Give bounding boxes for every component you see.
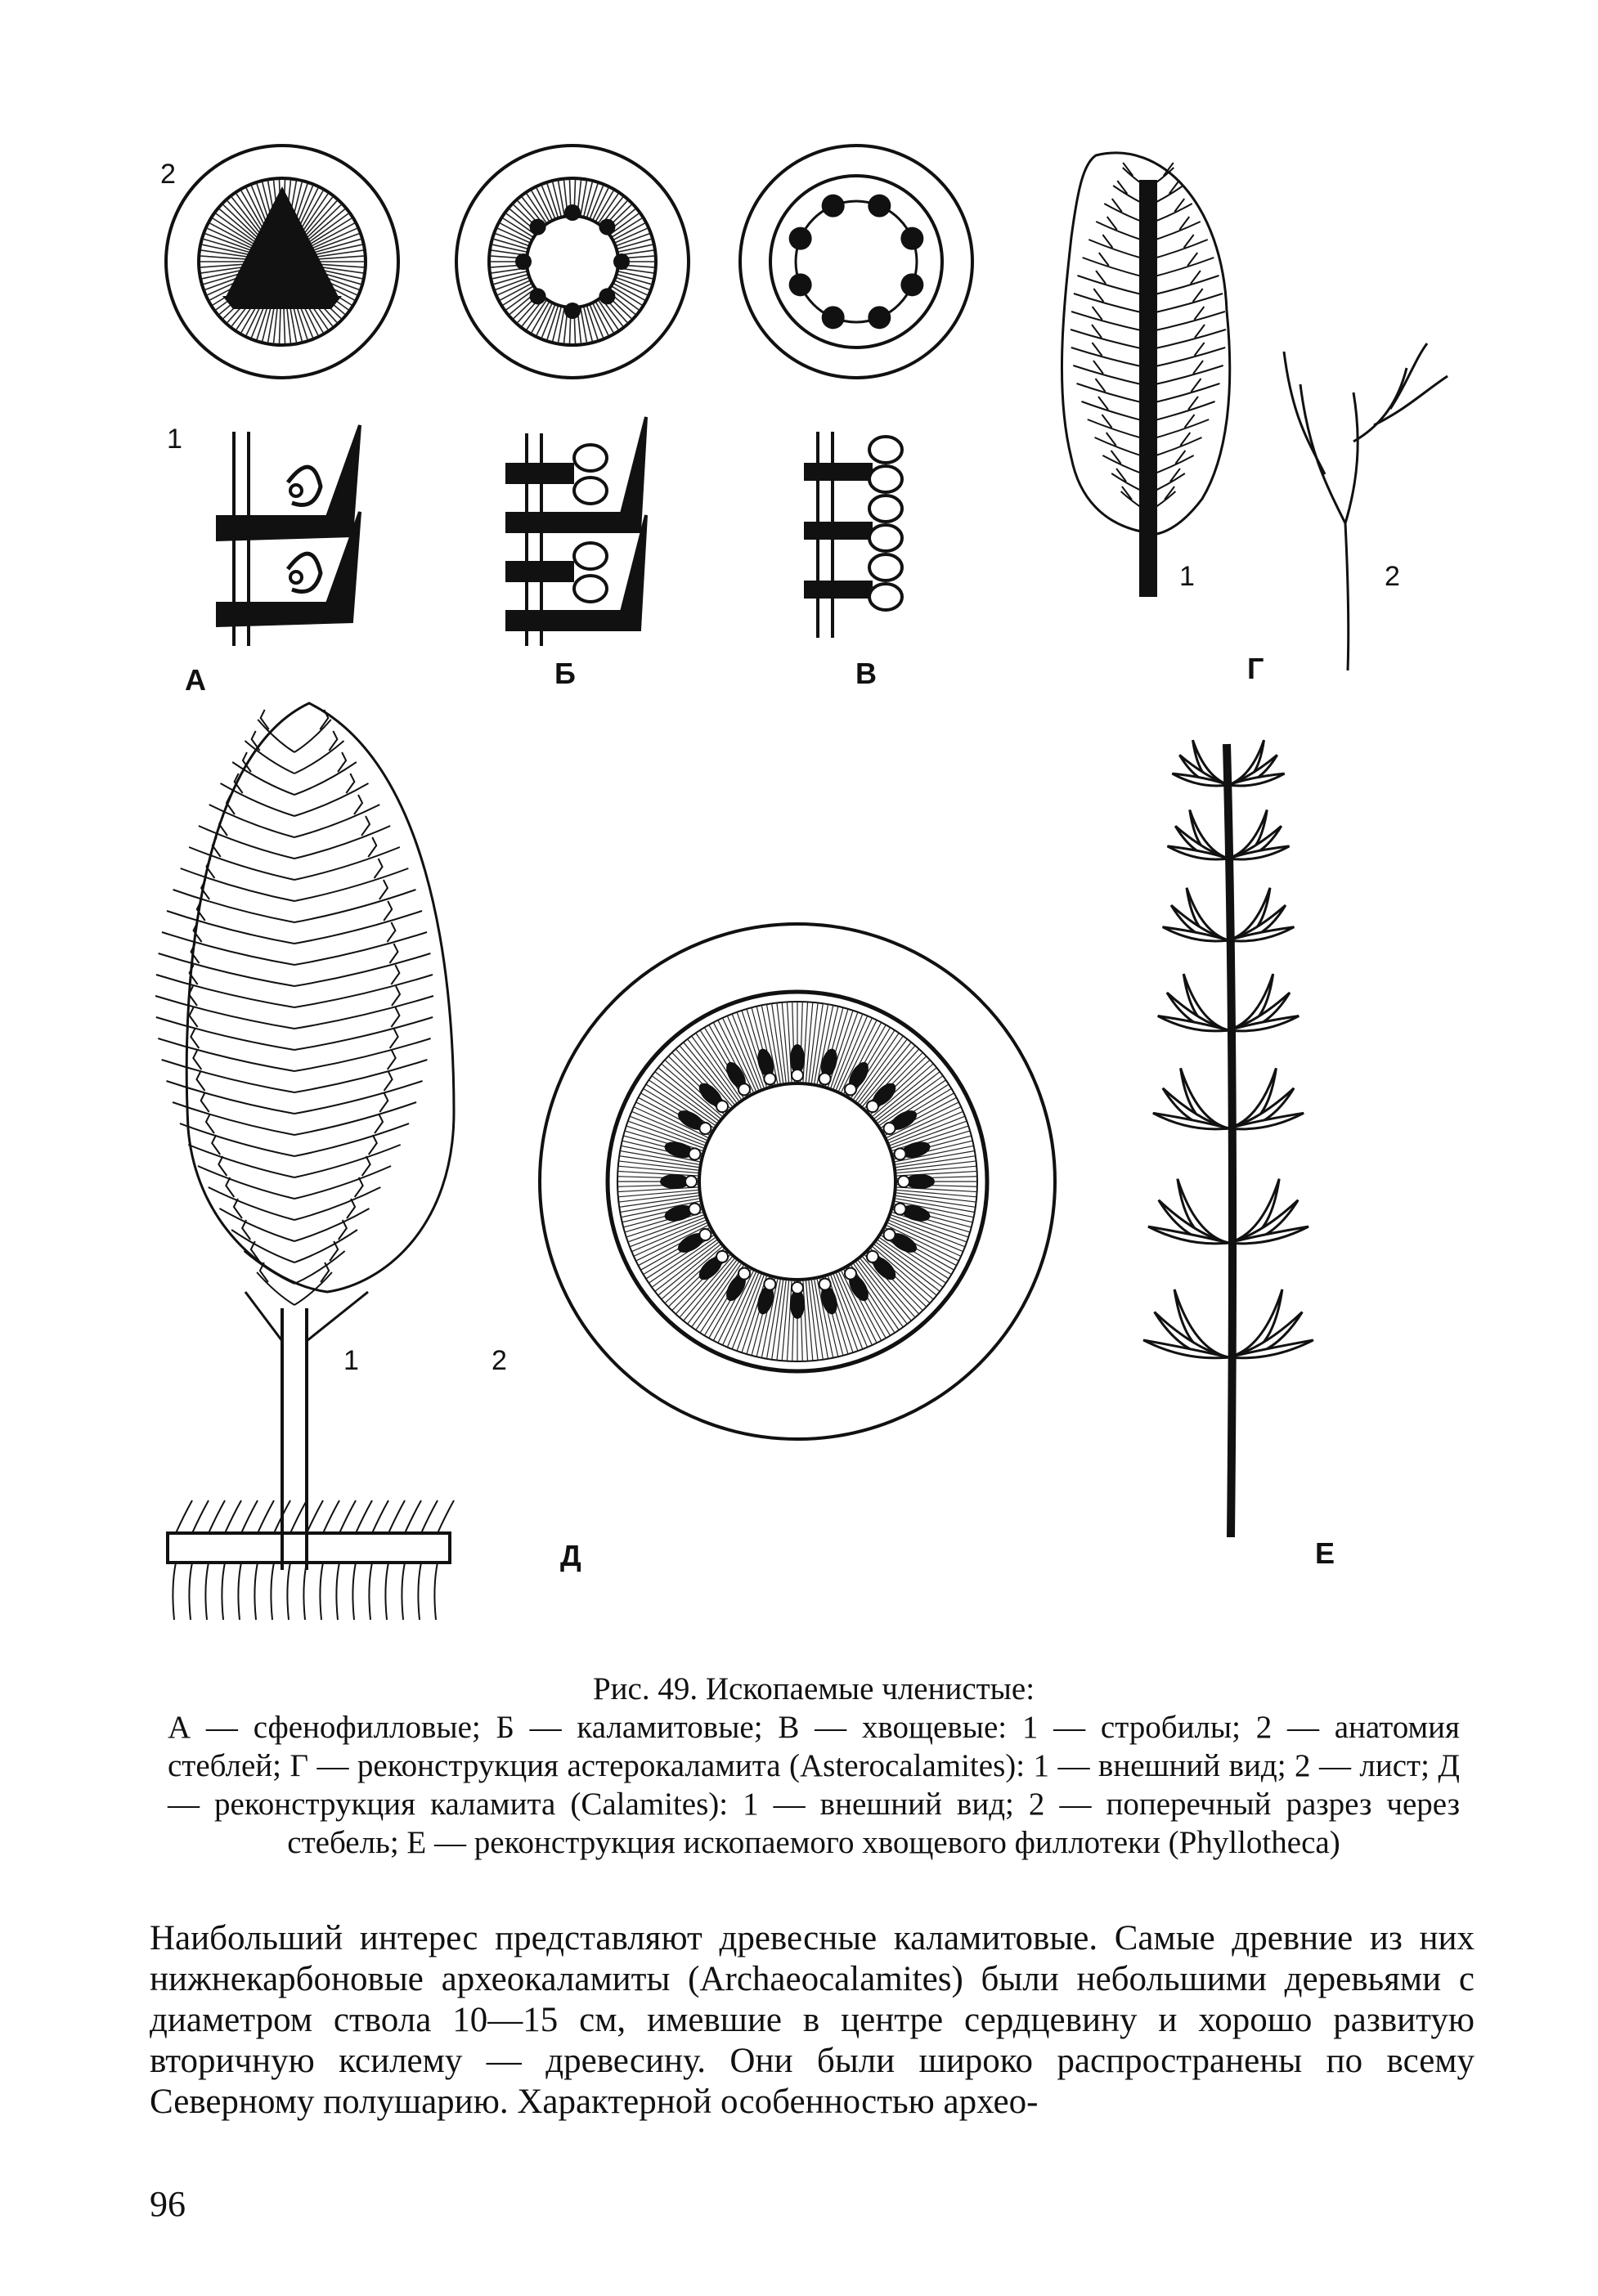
page-number: 96 [150, 2184, 186, 2224]
panel-a-strobilus-label: 1 [167, 424, 182, 455]
panel-v-strobilus [806, 432, 902, 638]
caption-title: Рис. 49. Ископаемые членистые: [592, 1671, 1035, 1706]
panel-d-letter: Д [560, 1539, 581, 1572]
panel-b-strobilus [507, 417, 646, 646]
panel-g-letter: Г [1247, 652, 1264, 685]
caption-body: А — сфенофилловые; Б — каламитовые; В — хвощевые: 1 — стробилы; 2 — анатомия стеблей; Г — реконструкция астерокаламита (Asterocalamites): 1 — внешний вид; 2 — лист; Д — реконструкция каламита (Calamites): 1 — внешний вид; 2 — поперечный разрез через стебель; Е — реконструкция ископаемого хвощевого филлотеки (Phyllotheca) [168, 1710, 1460, 1860]
panel-b-letter: Б [554, 657, 576, 690]
panel-g-external-view [1062, 153, 1229, 597]
panel-e-letter: Е [1315, 1536, 1335, 1570]
panel-a-letter: А [185, 663, 206, 697]
panel-d-cross-section [540, 924, 1055, 1439]
panel-g-item2-label: 2 [1385, 561, 1400, 592]
panel-g-item1-label: 1 [1179, 561, 1195, 592]
panel-g-leaf [1284, 343, 1448, 670]
panel-a-strobilus [218, 425, 360, 646]
panel-d-item2-label: 2 [492, 1345, 507, 1376]
figure-caption [168, 1670, 1460, 1862]
panel-d-tree [155, 703, 454, 1620]
panel-v-letter: В [855, 657, 877, 690]
panel-a-section-label: 2 [160, 159, 176, 190]
panel-b-cross-section [456, 146, 689, 378]
panel-a-cross-section [166, 146, 398, 378]
panel-v-cross-section [740, 146, 972, 378]
panel-d-item1-label: 1 [343, 1345, 359, 1376]
panel-e-phyllotheca [1143, 740, 1313, 1537]
body-paragraph: Наибольший интерес представляют древесные каламитовые. Самые древние из них нижнекарбоновые археокаламиты (Archaeocalamites) были небольшими деревьями с диаметром ствола 10—15 см, имевшие в центре сердцевину и хорошо развитую вторичную ксилему — древесину. Они были широко распространены по всему Северному полушарию. Характерной особенностью архео- [150, 1919, 1475, 2121]
